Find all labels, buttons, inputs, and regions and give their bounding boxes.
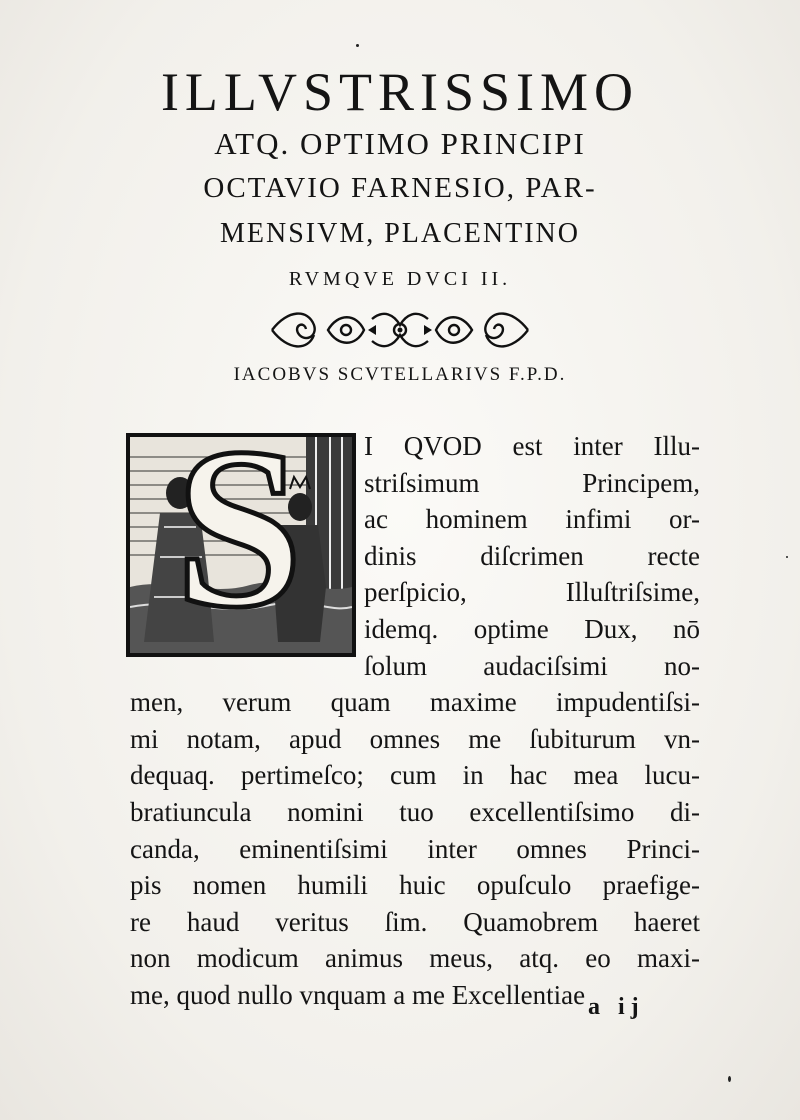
ink-speck: [786, 556, 788, 558]
main-paragraph: [130, 428, 700, 1014]
title-line-3: OCTAVIO FARNESIO, PAR-: [203, 172, 597, 204]
text-line: bratiuncula nomini tuo excellentiſsimo di-: [130, 796, 700, 827]
title-line-4: MENSIVM, PLACENTINO: [220, 218, 580, 249]
text-line: dequaq. pertimeſco; cum in hac mea lucu-: [130, 760, 700, 791]
text-line: perſpicio, Illuſtriſsime,: [364, 577, 700, 608]
text-line: ac hominem infimi or-: [364, 504, 700, 535]
text-line: dinis diſcrimen recte: [364, 540, 700, 571]
author-line: IACOBVS SCVTELLARIVS F.P.D.: [233, 364, 567, 385]
text-line: mi notam, apud omnes me ſubiturum vn-: [130, 723, 700, 754]
title-line-5: RVMQVE DVCI II.: [288, 268, 512, 290]
ink-speck: [356, 44, 359, 47]
text-line: men, verum quam maxime impudentiſsi-: [130, 687, 700, 718]
text-line: pis nomen humili huic opuſculo praefige-: [130, 870, 700, 901]
text-line: re haud veritus ſim. Quamobrem haeret: [130, 906, 700, 937]
signature-mark: a ij: [588, 994, 645, 1020]
title-line-1: ILLVSTRISSIMO: [160, 62, 640, 122]
drop-cap-letter: S: [175, 433, 303, 655]
text-line: non modicum animus meus, atq. eo maxi-: [130, 943, 700, 974]
text-line: canda, eminentiſsimi inter omnes Princi-: [130, 833, 700, 864]
text-line: I QVOD est inter Illu-: [364, 431, 700, 461]
text-line: me, quod nullo vnquam a me Excellentiae: [130, 979, 586, 1010]
title-line-2: ATQ. OPTIMO PRINCIPI: [214, 126, 586, 161]
text-line: striſsimum Principem,: [364, 467, 700, 498]
ink-speck: [728, 1076, 731, 1082]
text-line: ſolum audaciſsimi no-: [364, 650, 700, 681]
floral-ornament-icon: [268, 305, 532, 355]
text-line: idemq. optime Dux, nō: [364, 613, 700, 644]
